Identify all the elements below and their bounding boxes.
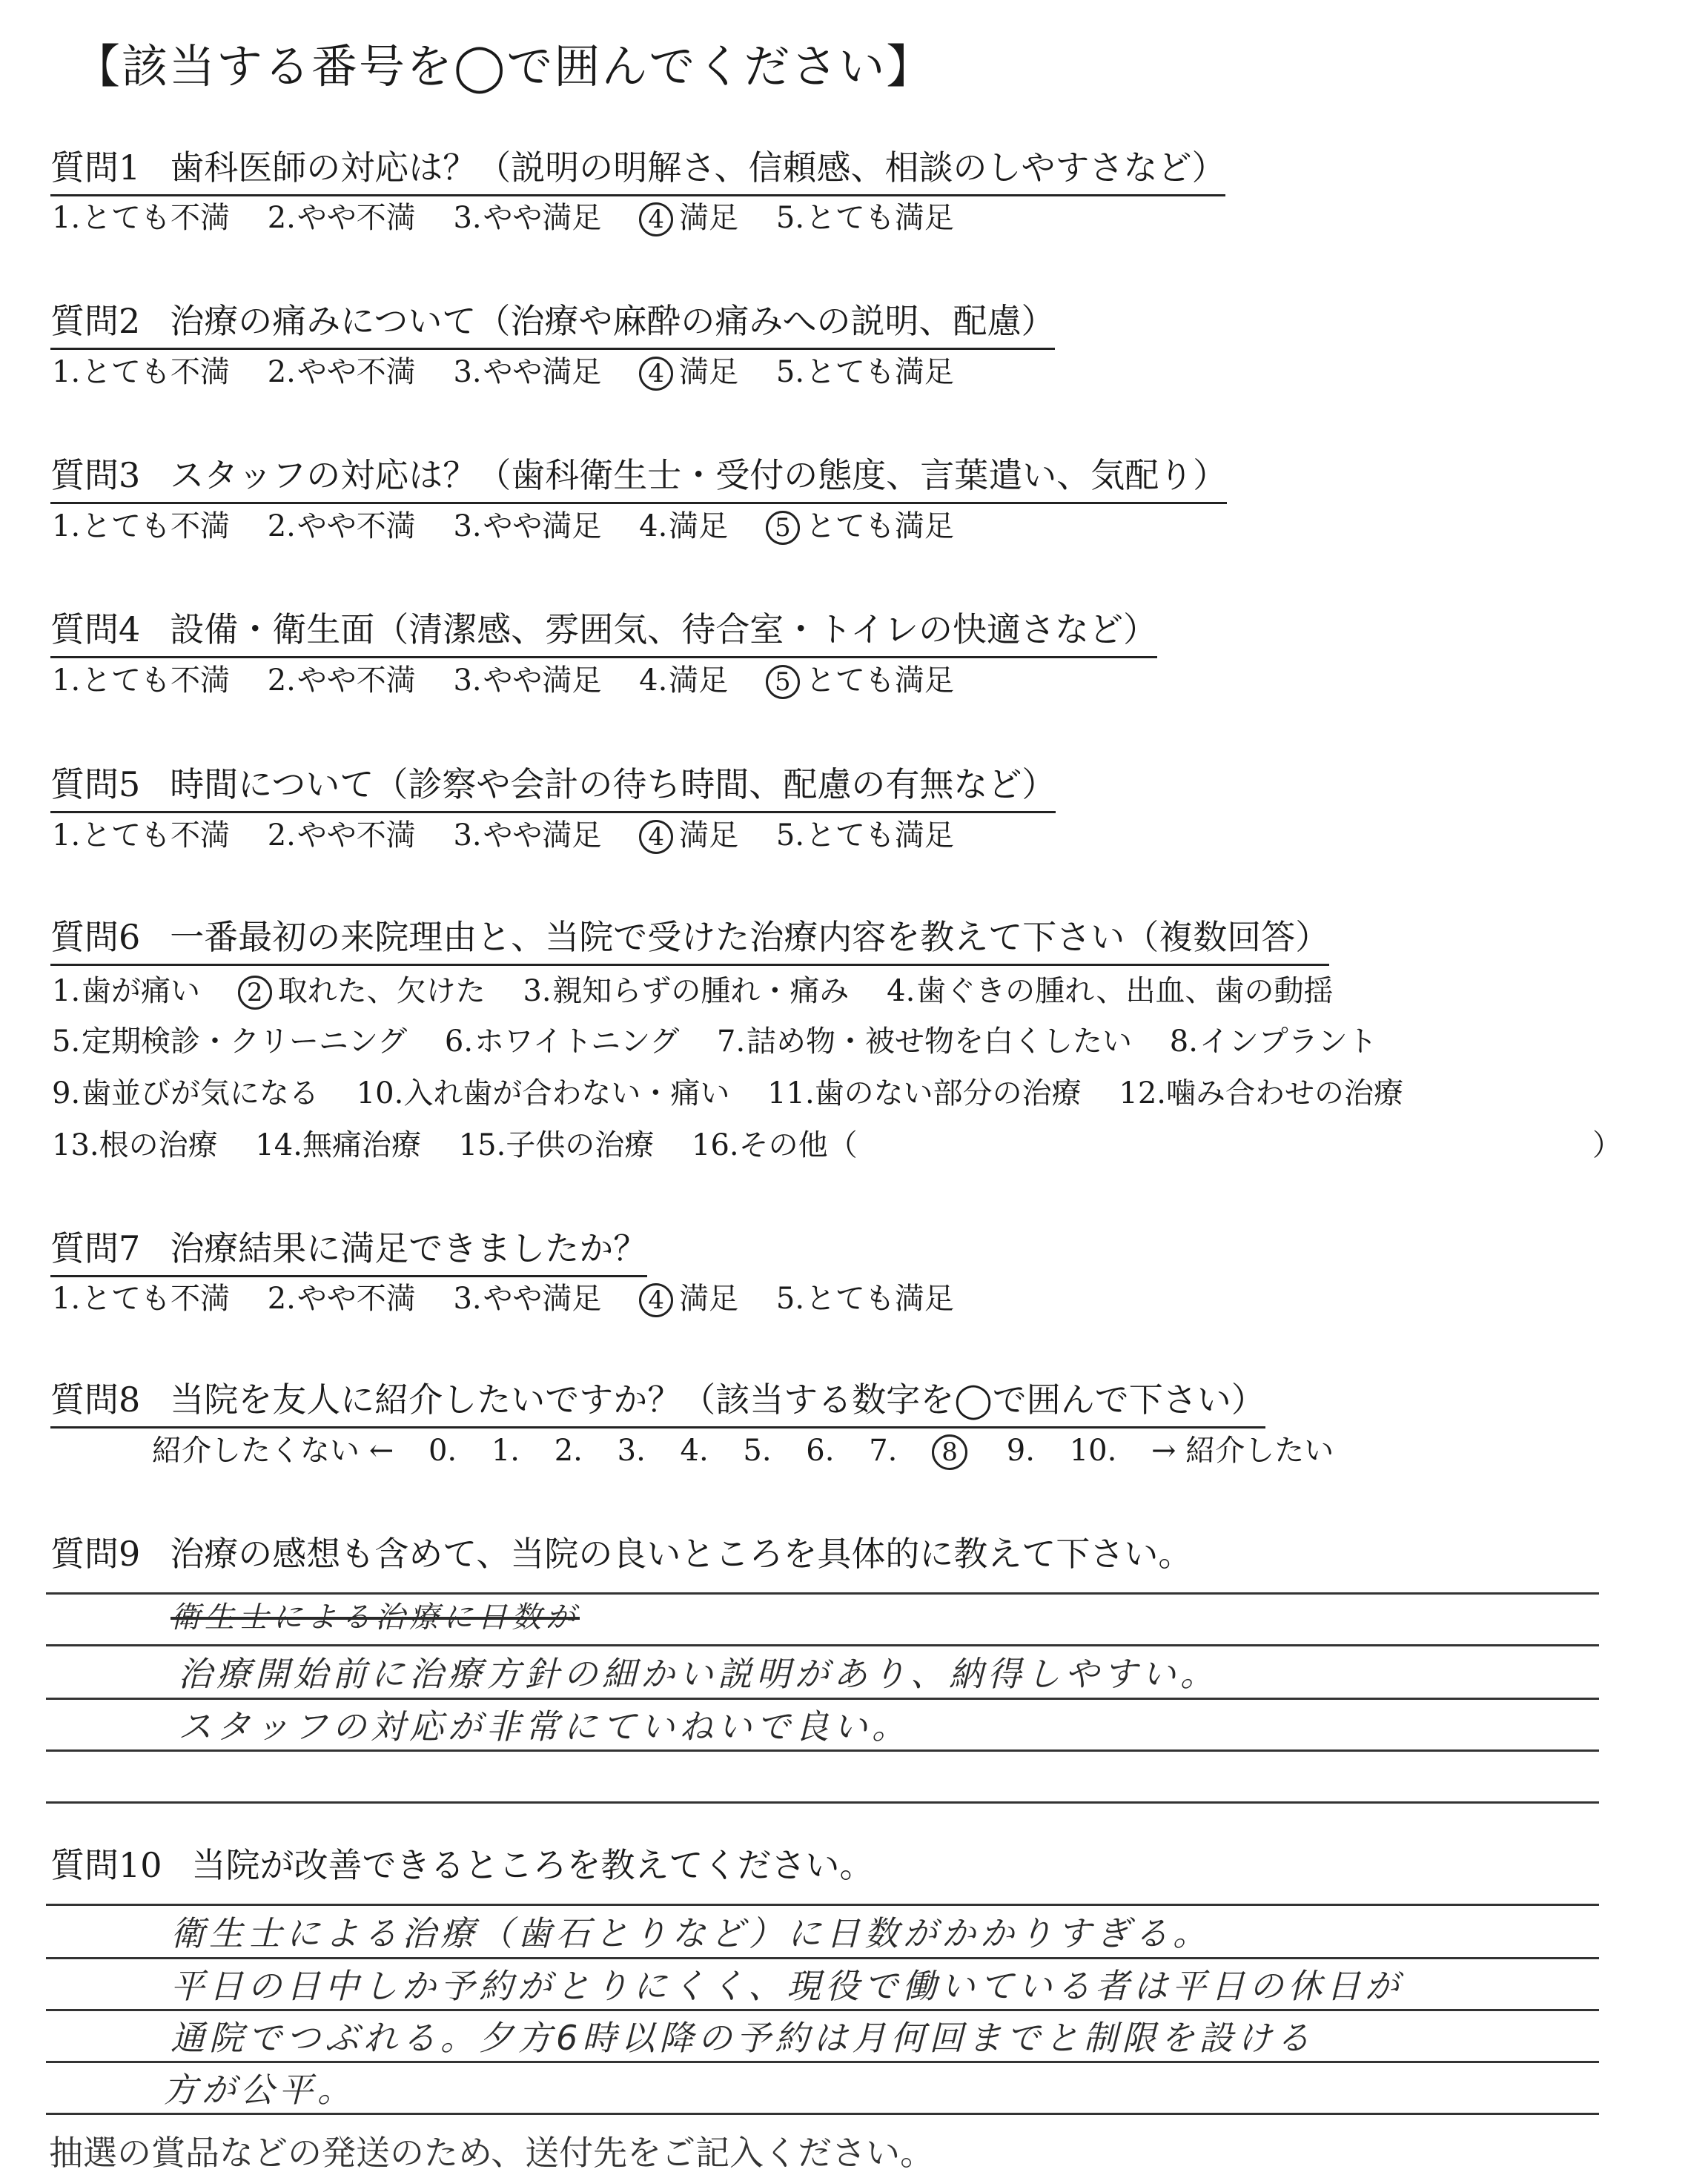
scale-7[interactable]: 7. bbox=[869, 1434, 898, 1468]
q6-option-5[interactable]: 5.定期検診・クリーニング bbox=[52, 1024, 408, 1059]
question-1-text: 歯科医師の対応は？（説明の明解さ、信頼感、相談のしやすさなど） bbox=[170, 148, 1226, 188]
q2-option-3[interactable]: 3.やや満足 bbox=[453, 355, 602, 389]
question-2-text: 治療の痛みについて（治療や麻酔の痛みへの説明、配慮） bbox=[170, 301, 1056, 341]
question-4-text: 設備・衛生面（清潔感、雰囲気、待合室・トイレの快適さなど） bbox=[170, 609, 1157, 649]
question-10-title bbox=[50, 1838, 874, 1892]
question-6-number: 質問6 bbox=[50, 917, 141, 957]
question-4-number: 質問4 bbox=[50, 609, 141, 649]
q6-option-4[interactable]: 4.歯ぐきの腫れ、出血、歯の動揺 bbox=[887, 974, 1334, 1008]
q6-option-14[interactable]: 14.無痛治療 bbox=[255, 1128, 421, 1162]
q6-option-11[interactable]: 11.歯のない部分の治療 bbox=[767, 1076, 1082, 1110]
question-3-text: スタッフの対応は？（歯科衛生士・受付の態度、言葉遣い、気配り） bbox=[170, 455, 1228, 495]
answer-line bbox=[46, 1801, 1599, 1804]
question-10-text: 当院が改善できるところを教えてください。 bbox=[191, 1845, 874, 1885]
q2-option-1[interactable]: 1.とても不満 bbox=[52, 355, 230, 389]
scale-10[interactable]: 10. bbox=[1069, 1434, 1117, 1468]
q7-option-4-selected[interactable]: 4 満足 bbox=[639, 1275, 738, 1317]
q1-option-1[interactable]: 1.とても不満 bbox=[52, 201, 230, 235]
scale-2[interactable]: 2. bbox=[554, 1434, 583, 1468]
question-1-title bbox=[50, 141, 1225, 196]
question-5-title bbox=[50, 758, 1056, 813]
question-3-title bbox=[50, 448, 1227, 504]
question-5-text: 時間について（診察や会計の待ち時間、配慮の有無など） bbox=[170, 764, 1056, 804]
question-6-text: 一番最初の来院理由と、当院で受けた治療内容を教えて下さい（複数回答） bbox=[170, 917, 1330, 957]
question-10-number: 質問10 bbox=[50, 1845, 162, 1885]
q3-option-2[interactable]: 2.やや不満 bbox=[267, 509, 416, 543]
answer-line bbox=[46, 1749, 1599, 1752]
question-3-number: 質問3 bbox=[50, 455, 141, 495]
q2-option-4-selected[interactable]: 4 満足 bbox=[639, 348, 738, 391]
question-6-row-1 bbox=[52, 967, 1362, 1010]
q4-option-2[interactable]: 2.やや不満 bbox=[267, 663, 416, 698]
q6-other-close-paren: ） bbox=[1592, 1128, 1622, 1162]
question-8-title bbox=[50, 1373, 1265, 1429]
q6-option-16[interactable]: 16.その他（ bbox=[692, 1128, 858, 1162]
q4-option-3[interactable]: 3.やや満足 bbox=[453, 663, 602, 698]
question-2-number: 質問2 bbox=[50, 301, 141, 341]
question-7-number: 質問7 bbox=[50, 1228, 141, 1268]
question-7-text: 治療結果に満足できましたか？ bbox=[170, 1228, 648, 1268]
circled-mark: 4 bbox=[639, 820, 673, 854]
q3-option-3[interactable]: 3.やや満足 bbox=[453, 509, 602, 543]
q5-option-1[interactable]: 1.とても不満 bbox=[52, 818, 230, 853]
question-7-options bbox=[52, 1275, 982, 1317]
q1-option-3[interactable]: 3.やや満足 bbox=[453, 201, 602, 235]
circled-mark: 4 bbox=[639, 1283, 673, 1317]
q1-option-4-selected[interactable]: 4 満足 bbox=[639, 194, 738, 236]
circled-mark: 4 bbox=[639, 202, 673, 236]
q5-option-4-selected[interactable]: 4 満足 bbox=[639, 812, 738, 854]
q5-option-2[interactable]: 2.やや不満 bbox=[267, 818, 416, 853]
q3-option-1[interactable]: 1.とても不満 bbox=[52, 509, 230, 543]
question-2-options bbox=[52, 348, 982, 391]
q6-option-7[interactable]: 7.詰め物・被せ物を白くしたい bbox=[717, 1024, 1133, 1059]
q6-option-3[interactable]: 3.親知らずの腫れ・痛み bbox=[523, 974, 850, 1008]
question-7-title bbox=[50, 1222, 647, 1277]
question-9-number: 質問9 bbox=[50, 1534, 141, 1574]
q1-option-5[interactable]: 5.とても満足 bbox=[775, 201, 954, 235]
q6-option-2-selected[interactable]: 2 取れた、欠けた bbox=[238, 967, 486, 1010]
q5-option-5[interactable]: 5.とても満足 bbox=[775, 818, 954, 853]
q6-option-12[interactable]: 12.噛み合わせの治療 bbox=[1119, 1076, 1404, 1110]
circled-mark: 4 bbox=[639, 357, 673, 391]
question-4-options bbox=[52, 657, 982, 699]
q10-answer-line-2: 平日の日中しか予約がとりにくく、現役で働いている者は平日の休日が bbox=[171, 1966, 1404, 2006]
q7-option-3[interactable]: 3.やや満足 bbox=[453, 1282, 602, 1316]
question-5-number: 質問5 bbox=[50, 764, 141, 804]
q10-answer-line-3: 通院でつぶれる。夕方6時以降の予約は月何回までと制限を設ける bbox=[171, 2018, 1315, 2058]
question-8-text: 当院を友人に紹介したいですか？（該当する数字を◯で囲んで下さい） bbox=[170, 1380, 1265, 1420]
question-6-row-2 bbox=[52, 1018, 1406, 1060]
q6-option-8[interactable]: 8.インプラント bbox=[1169, 1024, 1377, 1059]
q9-answer-line-1: 治療開始前に治療方針の細かい説明があり、納得しやすい。 bbox=[178, 1654, 1219, 1694]
scale-0[interactable]: 0. bbox=[428, 1434, 457, 1468]
question-4-title bbox=[50, 603, 1157, 658]
footer-note: 抽選の賞品などの発送のため、送付先をご記入ください。 bbox=[49, 2133, 935, 2173]
q6-option-6[interactable]: 6.ホワイトニング bbox=[444, 1024, 680, 1059]
scale-1[interactable]: 1. bbox=[491, 1434, 520, 1468]
scale-left-label: 紹介したくない ← bbox=[152, 1434, 394, 1468]
q6-option-1[interactable]: 1.歯が痛い bbox=[52, 974, 200, 1008]
question-1-number: 質問1 bbox=[50, 148, 141, 188]
scale-right-label: → 紹介したい bbox=[1151, 1434, 1334, 1468]
q2-option-2[interactable]: 2.やや不満 bbox=[267, 355, 416, 389]
answer-line bbox=[46, 1904, 1599, 1906]
recommend-scale bbox=[152, 1427, 1359, 1470]
circled-mark: 2 bbox=[238, 976, 272, 1010]
q9-answer-line-2: スタッフの対応が非常にていねいで良い。 bbox=[178, 1706, 910, 1747]
question-9-text: 治療の感想も含めて、当院の良いところを具体的に教えて下さい。 bbox=[170, 1534, 1193, 1574]
circled-mark: 5 bbox=[766, 511, 800, 545]
q10-answer-line-4: 方が公平。 bbox=[163, 2070, 356, 2110]
question-6-title bbox=[50, 910, 1329, 966]
answer-line bbox=[46, 2113, 1599, 2115]
q1-option-2[interactable]: 2.やや不満 bbox=[267, 201, 416, 235]
question-5-options bbox=[52, 812, 982, 854]
q7-option-1[interactable]: 1.とても不満 bbox=[52, 1282, 230, 1316]
scale-4[interactable]: 4. bbox=[680, 1434, 709, 1468]
q4-option-1[interactable]: 1.とても不満 bbox=[52, 663, 230, 698]
scale-8-selected[interactable]: 8 bbox=[932, 1434, 967, 1470]
q6-option-9[interactable]: 9.歯並びが気になる bbox=[52, 1076, 319, 1110]
q6-option-13[interactable]: 13.根の治療 bbox=[52, 1128, 218, 1162]
q6-option-15[interactable]: 15.子供の治療 bbox=[458, 1128, 655, 1162]
q9-answer-struck: 衛生士による治療に日数が bbox=[171, 1600, 580, 1635]
q3-option-5-selected[interactable]: 5 とても満足 bbox=[766, 503, 954, 545]
q3-option-4[interactable]: 4.満足 bbox=[639, 509, 729, 543]
question-2-title bbox=[50, 294, 1055, 350]
q2-option-5[interactable]: 5.とても満足 bbox=[775, 355, 954, 389]
q7-option-2[interactable]: 2.やや不満 bbox=[267, 1282, 416, 1316]
question-8-number: 質問8 bbox=[50, 1380, 141, 1420]
question-6-row-3 bbox=[52, 1070, 1431, 1112]
question-6-row-4 bbox=[52, 1122, 886, 1164]
question-9-title bbox=[50, 1527, 1192, 1580]
answer-line bbox=[46, 1644, 1599, 1646]
q6-option-10[interactable]: 10.入れ歯が合わない・痛い bbox=[356, 1076, 730, 1110]
scale-3[interactable]: 3. bbox=[617, 1434, 646, 1468]
scale-9[interactable]: 9. bbox=[1006, 1434, 1035, 1468]
q7-option-5[interactable]: 5.とても満足 bbox=[775, 1282, 954, 1316]
scale-5[interactable]: 5. bbox=[743, 1434, 772, 1468]
q4-option-4[interactable]: 4.満足 bbox=[639, 663, 729, 698]
scale-6[interactable]: 6. bbox=[806, 1434, 835, 1468]
q10-answer-line-1: 衛生士による治療（歯石とりなど）に日数がかかりすぎる。 bbox=[171, 1913, 1211, 1953]
question-1-options bbox=[52, 194, 982, 236]
q5-option-3[interactable]: 3.やや満足 bbox=[453, 818, 602, 853]
q4-option-5-selected[interactable]: 5 とても満足 bbox=[766, 657, 954, 699]
instruction-header: 【該当する番号を◯で囲んでください】 bbox=[74, 39, 934, 93]
question-3-options bbox=[52, 503, 982, 545]
circled-mark: 5 bbox=[766, 665, 800, 699]
